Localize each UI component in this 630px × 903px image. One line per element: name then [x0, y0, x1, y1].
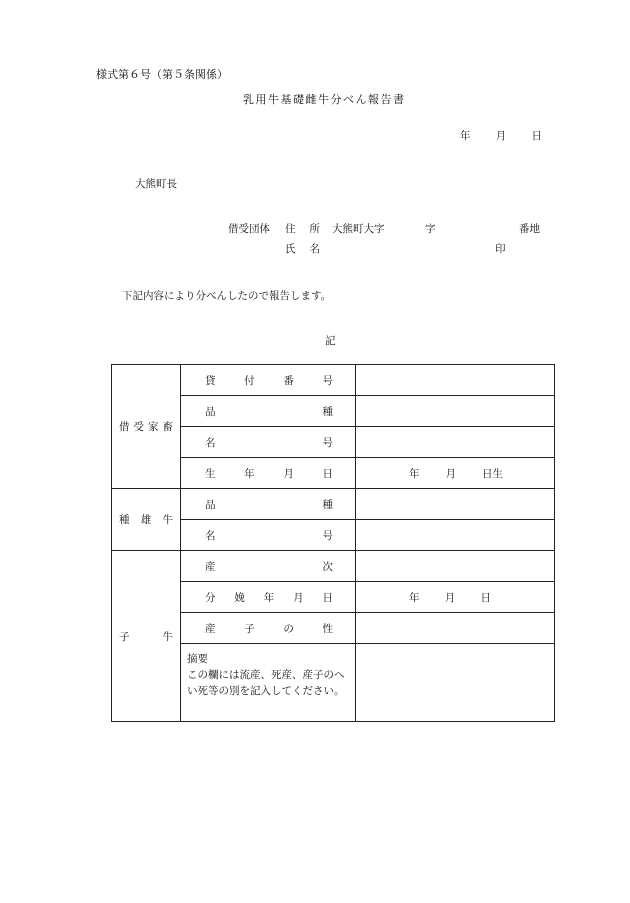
label-breed	[181, 396, 356, 427]
aza-label: 字	[425, 223, 436, 235]
label-char: 日	[322, 591, 333, 604]
label-char: 性	[322, 622, 333, 635]
address-label-char-2: 所	[309, 223, 320, 235]
label-char: 子	[244, 622, 255, 635]
value-char: 月	[445, 467, 456, 480]
value-char: 日	[480, 591, 491, 604]
label-name-number	[181, 427, 356, 458]
label-char: 娩	[234, 591, 245, 604]
category-bull-char: 種	[119, 514, 130, 526]
form-number: 様式第６号（第５条関係）	[96, 68, 228, 81]
table-row	[112, 551, 555, 582]
category-livestock-char: 受	[133, 421, 144, 433]
name-label-char-1: 氏	[285, 243, 296, 255]
label-char: 日	[322, 467, 333, 480]
label-char: 種	[322, 405, 333, 418]
label-char: 月	[283, 467, 294, 480]
label-calf-sex	[181, 613, 356, 644]
label-char: 号	[322, 436, 333, 449]
label-birth-date	[181, 458, 356, 489]
bull-name-number-field[interactable]	[356, 520, 555, 551]
category-bull-char: 雄	[140, 514, 152, 526]
delivery-date-field[interactable]	[356, 582, 555, 613]
label-parity	[181, 551, 356, 582]
name-number-field[interactable]	[356, 427, 555, 458]
birth-date-field[interactable]	[356, 458, 555, 489]
date-month: 月	[495, 130, 507, 142]
borrower-group-label: 借受団体	[228, 223, 270, 235]
label-char: 番	[283, 374, 294, 387]
label-char: 月	[293, 591, 304, 604]
addressee: 大熊町長	[135, 178, 177, 190]
label-char: 次	[322, 560, 333, 573]
label-char: 産	[205, 560, 216, 573]
remarks-title: 摘要	[187, 653, 208, 665]
address-label-char-1: 住	[285, 223, 296, 235]
category-calf	[112, 551, 181, 722]
date-year: 年	[460, 130, 471, 142]
value-char: 月	[444, 591, 456, 604]
report-table	[111, 364, 555, 722]
label-char: 年	[263, 591, 275, 604]
label-bull-name-number	[181, 520, 356, 551]
loan-number-field[interactable]	[356, 365, 555, 396]
table-row	[112, 489, 555, 520]
date-line	[460, 131, 542, 142]
label-delivery-date	[181, 582, 356, 613]
category-bull-char: 牛	[162, 514, 173, 526]
category-livestock	[112, 365, 181, 489]
banchi-label: 番地	[519, 223, 540, 235]
seal-mark: 印	[495, 243, 506, 255]
category-calf-char: 子	[119, 630, 130, 643]
label-bull-breed	[181, 489, 356, 520]
name-label	[285, 244, 320, 255]
label-char: 生	[205, 467, 216, 480]
label-char: 種	[322, 498, 333, 511]
label-char: 号	[322, 529, 333, 542]
date-day: 日	[531, 130, 542, 142]
calf-sex-field[interactable]	[356, 613, 555, 644]
label-char: 分	[205, 591, 216, 604]
label-char: 付	[244, 374, 255, 387]
bull-breed-field[interactable]	[356, 489, 555, 520]
label-char: 名	[205, 436, 216, 449]
label-loan-number	[181, 365, 356, 396]
address-value: 大熊町大字	[332, 223, 385, 235]
name-label-char-2: 名	[309, 243, 320, 255]
ki-heading: 記	[325, 335, 336, 347]
label-char: 品	[205, 405, 216, 418]
label-char: 年	[244, 467, 255, 480]
value-char: 年	[409, 591, 420, 604]
label-char: 号	[322, 374, 333, 387]
label-char: の	[283, 622, 294, 635]
category-livestock-char: 家	[148, 421, 159, 433]
statement: 下記内容により分べんしたので報告します。	[122, 290, 332, 302]
category-bull	[112, 489, 181, 551]
label-char: 貸	[205, 374, 216, 387]
label-char: 品	[205, 498, 216, 511]
category-livestock-char: 借	[119, 421, 130, 433]
remarks-cell	[181, 644, 356, 722]
remarks-text: この欄には流産、死産、産子のへい死等の別を記入してください。	[187, 669, 345, 697]
label-char: 産	[205, 622, 216, 635]
document-title: 乳用牛基礎雌牛分べん報告書	[243, 93, 406, 106]
table-row	[112, 365, 555, 396]
value-char: 日生	[482, 467, 503, 480]
parity-field[interactable]	[356, 551, 555, 582]
value-char: 年	[409, 467, 420, 480]
category-livestock-char: 畜	[162, 421, 173, 433]
label-char: 名	[205, 529, 216, 542]
remarks-field[interactable]	[356, 644, 555, 722]
address-label	[285, 224, 320, 235]
breed-field[interactable]	[356, 396, 555, 427]
category-calf-char: 牛	[162, 630, 173, 643]
